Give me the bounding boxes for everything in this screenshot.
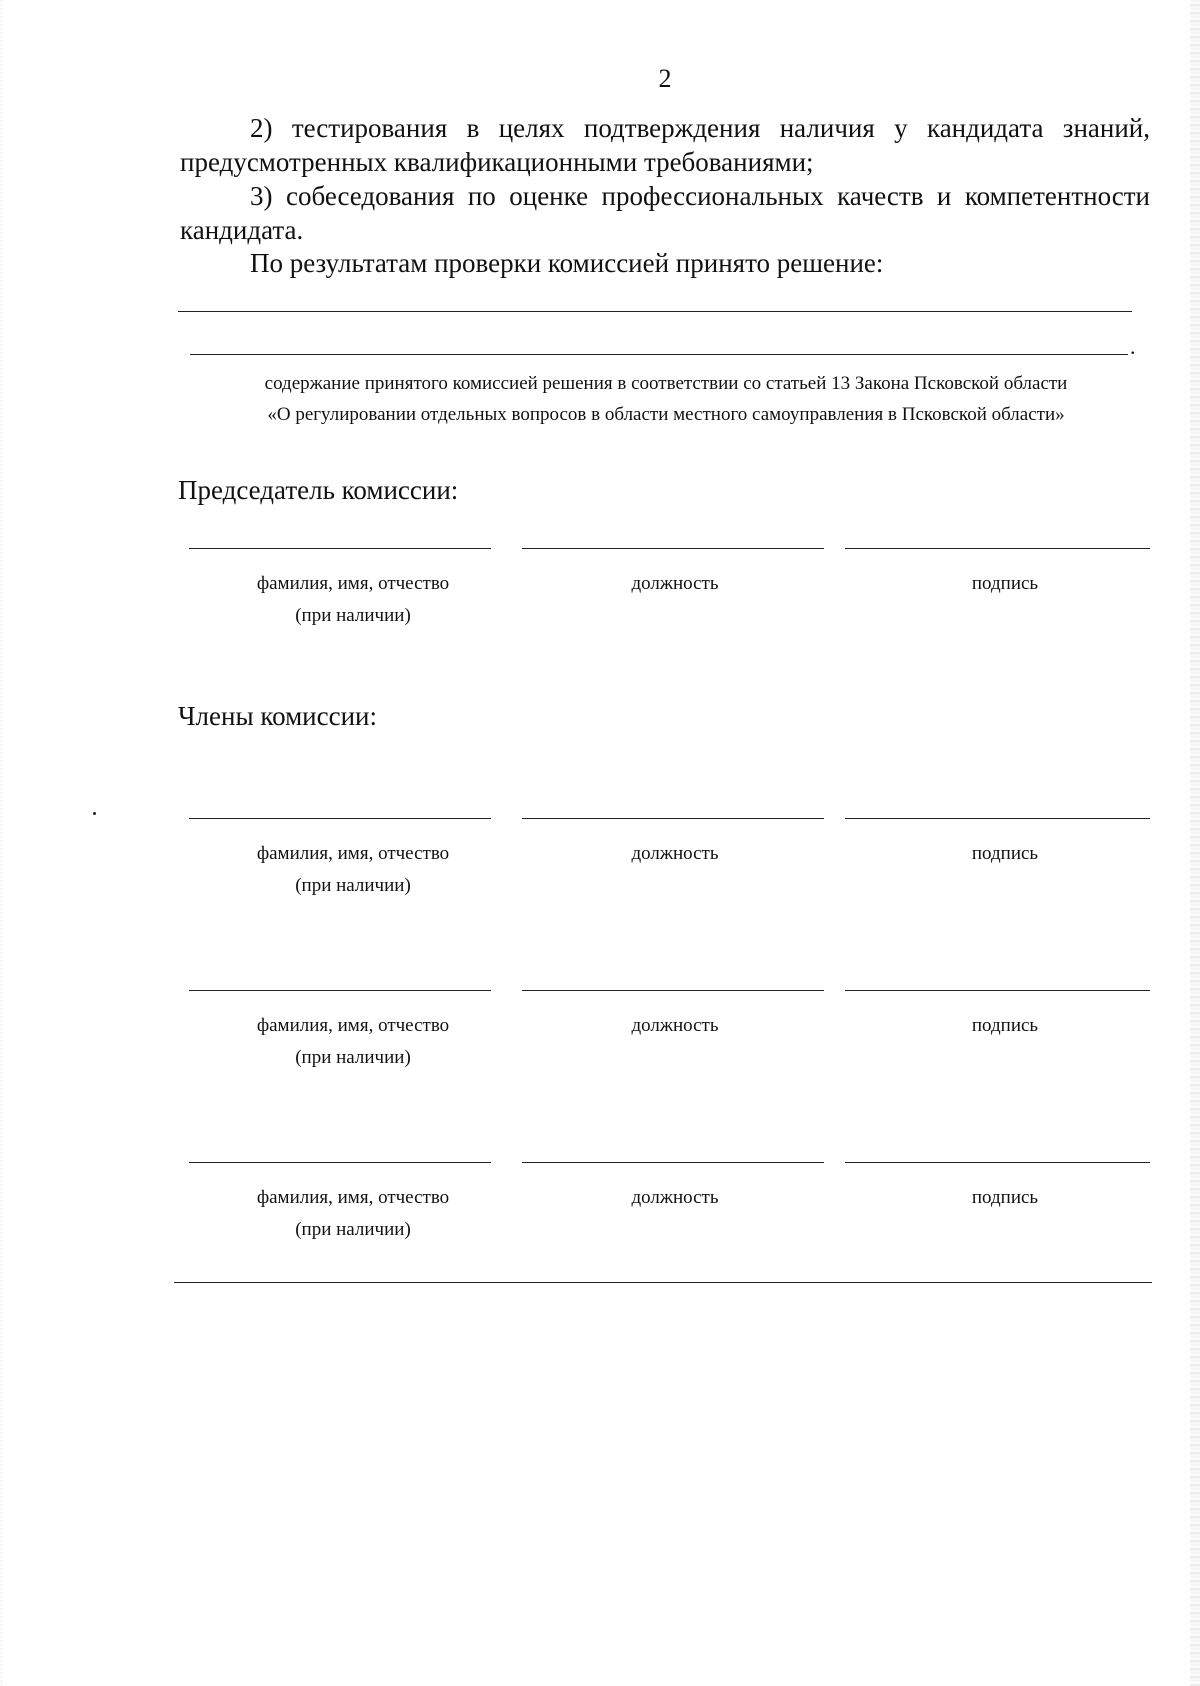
- name-label-note: (при наличии): [295, 1219, 411, 1240]
- name-label: [213, 1182, 493, 1246]
- name-label-note: (при наличии): [295, 1047, 411, 1068]
- signature-label: подпись: [971, 573, 1039, 594]
- decision-note-line-2: «О регулировании отдельных вопросов в области местного самоуправления в Псковской области»: [267, 404, 1065, 425]
- decision-note: [176, 368, 1156, 430]
- position-label: должность: [631, 843, 719, 864]
- position-label: должность: [631, 1187, 719, 1208]
- position-label: должность: [631, 1015, 719, 1036]
- name-line: [189, 990, 491, 991]
- name-label-text: фамилия, имя, отчество: [256, 1187, 450, 1208]
- decision-end-mark: .: [1130, 334, 1136, 359]
- position-label: должность: [631, 573, 719, 594]
- scan-edge-right: [1190, 0, 1200, 1686]
- paragraph-interview-text: 3) собеседования по оценке профессиональных качеств и компетентности кандидата.: [180, 181, 1150, 245]
- chair-heading: Председатель комиссии:: [178, 475, 459, 505]
- scan-speck: [93, 812, 96, 815]
- signature-line: [845, 548, 1150, 549]
- name-label-note: (при наличии): [295, 605, 411, 626]
- paragraph-testing-text: 2) тестирования в целях подтверждения наличия у кандидата знаний, предусмотренных квалификационными требованиями;: [180, 113, 1150, 177]
- name-label: [213, 838, 493, 902]
- members-heading: Члены комиссии:: [178, 701, 377, 731]
- name-line: [189, 548, 491, 549]
- scan-edge-left: [0, 0, 3, 1686]
- position-line: [522, 990, 824, 991]
- decision-line-2: [190, 354, 1128, 355]
- paragraph-decision-intro: По результатам проверки комиссией принято решение:: [250, 248, 884, 278]
- signature-line: [845, 1162, 1150, 1163]
- signature-line: [845, 990, 1150, 991]
- signature-label: подпись: [971, 843, 1039, 864]
- signature-label: подпись: [971, 1187, 1039, 1208]
- paragraph-testing: [180, 111, 1150, 179]
- name-label-text: фамилия, имя, отчество: [256, 573, 450, 594]
- position-line: [522, 548, 824, 549]
- paragraph-interview: [180, 179, 1150, 247]
- closing-rule: [174, 1282, 1152, 1283]
- position-line: [522, 1162, 824, 1163]
- name-label-text: фамилия, имя, отчество: [256, 843, 450, 864]
- name-label: [213, 1010, 493, 1074]
- page-number: 2: [658, 64, 672, 93]
- name-line: [189, 818, 491, 819]
- name-line: [189, 1162, 491, 1163]
- decision-note-line-1: содержание принятого комиссией решения в соответствии со статьей 13 Закона Псковской области: [264, 373, 1068, 394]
- name-label-note: (при наличии): [295, 875, 411, 896]
- name-label: [213, 568, 493, 632]
- position-line: [522, 818, 824, 819]
- decision-line-1: [178, 311, 1132, 312]
- signature-label: подпись: [971, 1015, 1039, 1036]
- name-label-text: фамилия, имя, отчество: [256, 1015, 450, 1036]
- signature-line: [845, 818, 1150, 819]
